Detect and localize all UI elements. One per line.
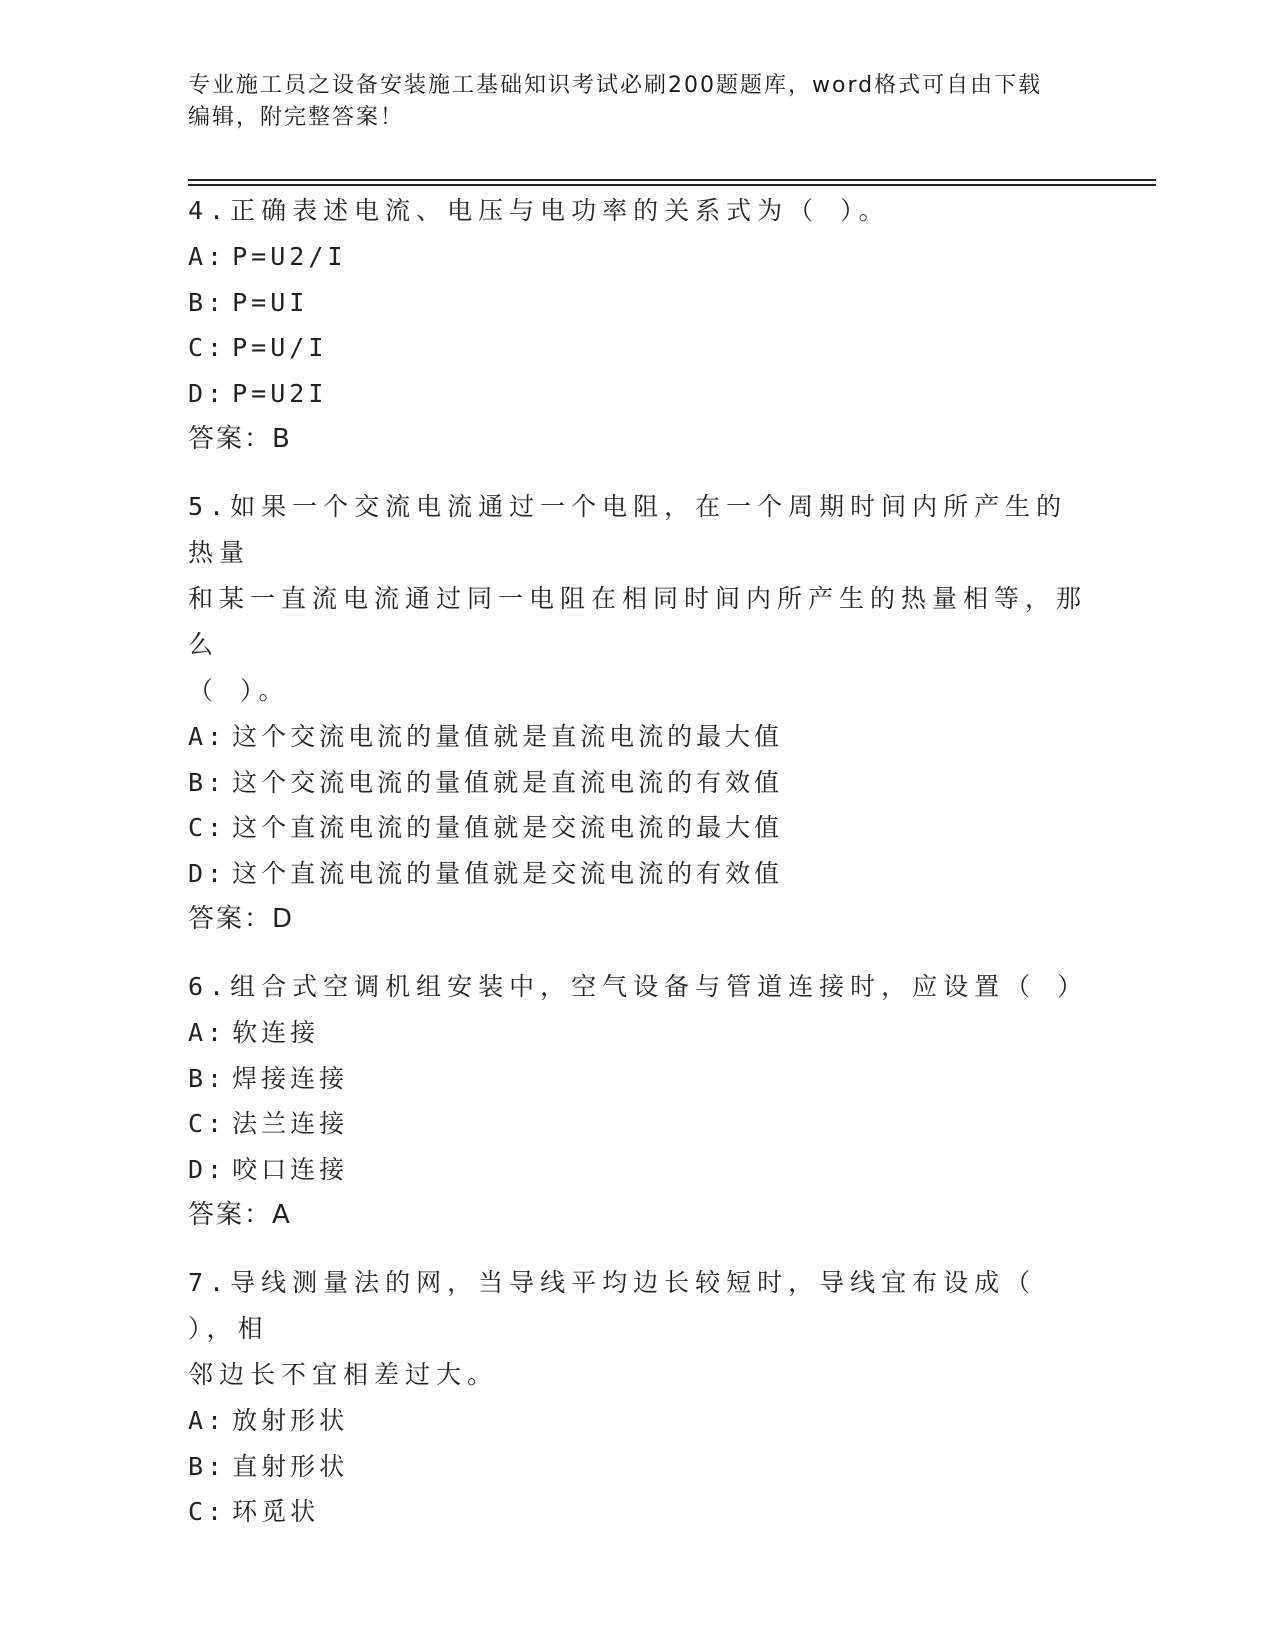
question-7 [188,1260,1088,1535]
option-text: 法兰连接 [232,1109,349,1138]
option-letter: D: [188,858,227,888]
question-4 [188,188,1088,462]
header-divider-top [188,179,1156,181]
option-letter: B: [188,1063,227,1093]
option-letter: A: [188,722,227,751]
question-text-line-2: 和某一直流电流通过同一电阻在相同时间内所产生的热量相等，那么 [188,584,1088,659]
option-d [188,851,1088,897]
option-d [188,1147,1088,1193]
option-letter: D: [188,1154,227,1184]
answer: 答案：B [188,424,292,454]
option-letter: C: [188,1497,227,1526]
option-c [188,1489,1088,1535]
option-c [188,1101,1088,1147]
question-text: 6.组合式空调机组安装中，空气设备与管道连接时，应设置（ ） [188,972,1089,1001]
option-text: 软连接 [232,1018,320,1047]
option-letter: C: [188,333,227,362]
option-a [188,714,1088,760]
answer: 答案：D [188,904,295,934]
option-a [188,1398,1088,1444]
option-text: P=UI [232,287,309,317]
option-letter: C: [188,813,227,842]
option-text: 这个交流电流的量值就是直流电流的最大值 [232,722,784,751]
option-text: 放射形状 [232,1406,349,1435]
option-letter: D: [188,378,227,408]
option-c [188,805,1088,851]
option-text: 咬口连接 [232,1154,349,1184]
option-letter: B: [188,1451,227,1481]
question-text-line-1: 5.如果一个交流电流通过一个电阻，在一个周期时间内所产生的热量 [188,492,1068,567]
answer: 答案：A [188,1200,292,1230]
option-letter: A: [188,1018,227,1047]
question-text-line-2: 邻边长不宜相差过大。 [188,1360,499,1389]
option-c [188,325,1088,371]
option-text: 直射形状 [232,1451,349,1481]
option-a [188,234,1088,280]
option-b [188,1056,1088,1102]
question-text-line-3: （ ）。 [188,676,290,705]
header-divider-bottom [188,184,1156,186]
document-header [188,70,1088,134]
question-list [188,188,1088,1557]
option-text: P=U/I [232,333,328,362]
option-letter: B: [188,287,227,317]
header-title-line-2: 编辑，附完整答案！ [188,105,405,130]
option-text: P=U2I [232,378,328,408]
question-5 [188,484,1088,942]
option-text: P=U2/I [232,242,347,271]
option-text: 焊接连接 [232,1063,349,1093]
header-title-line-1: 专业施工员之设备安装施工基础知识考试必刷200题题库，word格式可自由下载 [188,73,1043,98]
option-b [188,280,1088,326]
option-letter: A: [188,1406,227,1435]
option-text: 这个交流电流的量值就是直流电流的有效值 [232,767,784,797]
option-a [188,1010,1088,1056]
option-text: 这个直流电流的量值就是交流电流的有效值 [232,858,784,888]
option-b [188,760,1088,806]
question-6 [188,964,1088,1238]
option-letter: C: [188,1109,227,1138]
option-letter: B: [188,767,227,797]
option-d [188,371,1088,417]
option-b [188,1444,1088,1490]
option-letter: A: [188,242,227,271]
question-text-line-1: 7.导线测量法的网，当导线平均边长较短时，导线宜布设成（ ），相 [188,1268,1037,1343]
option-text: 这个直流电流的量值就是交流电流的最大值 [232,813,784,842]
question-text: 4.正确表述电流、电压与电功率的关系式为（ ）。 [188,196,890,225]
option-text: 环觅状 [232,1497,320,1526]
